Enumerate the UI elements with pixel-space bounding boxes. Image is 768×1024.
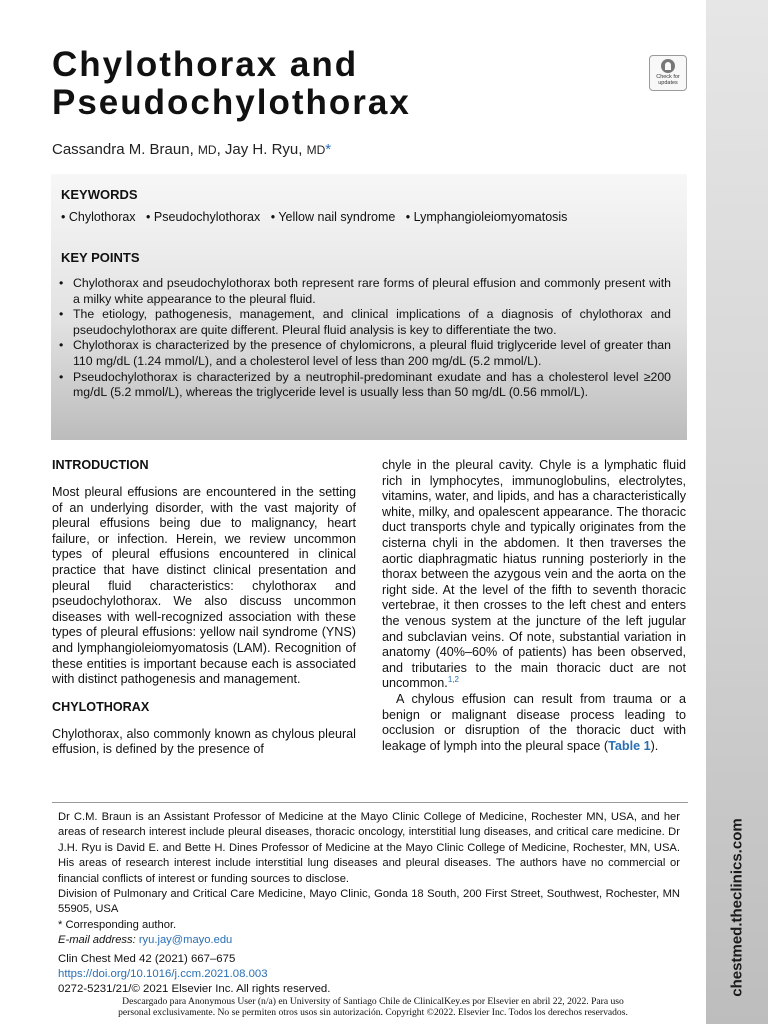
- key-point: • Chylothorax and pseudochylothorax both represent rare forms of pleural effusion and commonly present with a milky white appearance to the pleural fluid.: [59, 276, 671, 307]
- article-title: [52, 46, 411, 122]
- key-point: • The etiology, pathogenesis, management, and clinical implications of a diagnosis of chylothorax and pseudochylothorax are quite different. Pleural fluid analysis is key to differentiate the two.: [59, 307, 671, 338]
- etiology-paragraph: [382, 692, 686, 754]
- author-1-degree: MD: [197, 143, 217, 157]
- author-2-name: , Jay H. Ryu,: [216, 141, 303, 158]
- email-link[interactable]: ryu.jay@mayo.edu: [138, 934, 233, 947]
- introduction-paragraph: Most pleural effusions are encountered in the setting of an underlying disorder, with the vast majority of pleural effusions being due to malignancy, heart failure, or infection. Herein, we review uncommon types of pleural effusions encountered in clinical practice that have distinct clinical presentation and pleural fluid characteristics: chylothorax and pseudochylothorax. We also discuss uncommon diseases with well-recognized association with these types of pleural effusions: yellow nail syndrome (YNS) and lymphangioleiomyomatosis (LAM). Recognition of these entities is important because each is associated with distinct pathogenesis and management.: [52, 485, 356, 687]
- keywords-list: • Chylothorax • Pseudochylothorax • Yellow nail syndrome • Lymphangioleiomyomatosis: [61, 210, 568, 224]
- doi-link[interactable]: https://doi.org/10.1016/j.ccm.2021.08.003: [58, 968, 268, 980]
- key-points-list: [59, 276, 671, 401]
- etiology-text: A chylous effusion can result from trauma or a benign or malignant disease process leading to occlusion or disruption of the thoracic duct with leakage of lymph into the pleural space (: [382, 691, 686, 753]
- badge-line-2: updates: [658, 80, 678, 86]
- key-point: • Chylothorax is characterized by the presence of chylomicrons, a pleural fluid triglyceride level of greater than 110 mg/dL (1.24 mmol/L), and a cholesterol level of less than 200 mg/dL (5.2 mmol/L).: [59, 338, 671, 369]
- keyword: Yellow nail syndrome: [278, 210, 396, 224]
- author-line: [52, 141, 331, 158]
- keywords-keypoints-box: [51, 174, 687, 440]
- footnote-divider: [52, 802, 688, 803]
- check-for-updates-icon: [661, 59, 675, 73]
- download-notice: [58, 996, 688, 1018]
- anatomy-text: chyle in the pleural cavity. Chyle is a lymphatic fluid rich in lymphocytes, immunoglobulins, electrolytes, vitamins, water, and lipids, and has a characteristically white, milky, and opalescent appearance. The thoracic duct transports chyle and typically originates from the cisterna chyli in the abdomen. It then traverses the aortic diaphragmatic hiatus running posteriorly in the thorax between the azygous vein and the aorta on the right side. At the level of the fifth to seventh thoracic vertebrae, it then crosses to the left chest and enters the venous system at the juncture of the left jugular and subclavian veins. Of note, substantial variation in anatomy (40%–60% of patients) has been observed, and tributaries to the main thoracic duct are not uncommon.: [382, 458, 686, 691]
- author-2-degree: MD: [306, 143, 326, 157]
- author-bio: Dr C.M. Braun is an Assistant Professor of Medicine at the Mayo Clinic College of Medicine, Rochester MN, USA, and her areas of research interest include pleural diseases, thoracic oncology, interstitial lung diseases, and critical care medicine. Dr J.H. Ryu is David E. and Bette H. Dines Professor of Medicine at the Mayo Clinic College of Medicine, Rochester, MN, USA. His areas of research interest include interstitial lung diseases and pleural diseases. The authors have no commercial or financial conflicts of interest or funding sources to disclose.: [58, 811, 680, 885]
- etiology-text-end: ).: [650, 738, 659, 753]
- corresponding-author-marker[interactable]: *: [325, 141, 332, 158]
- corresponding-author-note: * Corresponding author.: [58, 918, 177, 931]
- author-1-name: Cassandra M. Braun,: [52, 141, 194, 158]
- chylothorax-paragraph: Chylothorax, also commonly known as chylous pleural effusion, is defined by the presence of: [52, 726, 356, 757]
- chylothorax-heading: CHYLOTHORAX: [52, 699, 150, 714]
- download-notice-line-2: personal exclusivamente. No se permiten otros usos sin autorización. Copyright ©2022. Elsevier Inc. Todos los derechos reservados.: [118, 1007, 628, 1018]
- keyword: Chylothorax: [68, 210, 136, 224]
- badge-line-1: Check for: [656, 74, 680, 80]
- introduction-heading: INTRODUCTION: [52, 458, 149, 472]
- copyright-line: 0272-5231/21/© 2021 Elsevier Inc. All rights reserved.: [58, 983, 331, 995]
- journal-citation: Clin Chest Med 42 (2021) 667–675: [58, 953, 236, 965]
- key-points-heading: KEY POINTS: [61, 250, 140, 265]
- title-line-2: Pseudochylothorax: [52, 83, 411, 122]
- email-line: [58, 933, 680, 948]
- affiliation: Division of Pulmonary and Critical Care Medicine, Mayo Clinic, Gonda 18 South, 200 First Street, Southwest, Rochester, MN 55905, USA: [58, 888, 680, 916]
- side-strip: [706, 0, 768, 1024]
- right-column: [382, 458, 686, 754]
- keyword: Pseudochylothorax: [153, 210, 261, 224]
- keyword: Lymphangioleiomyomatosis: [413, 210, 568, 224]
- journal-url[interactable]: [714, 815, 760, 1000]
- citation-block: [58, 952, 330, 997]
- email-label: E-mail address:: [58, 934, 136, 947]
- key-point: • Pseudochylothorax is characterized by a neutrophil-predominant exudate and has a cholesterol level ≥200 mg/dL (5.2 mmol/L), whereas the triglyceride level is usually less than 50 mg/dL (0.56 mmol/L).: [59, 370, 671, 401]
- table-1-link[interactable]: Table 1: [608, 738, 651, 753]
- download-notice-line-1: Descargado para Anonymous User (n/a) en University of Santiago Chile de ClinicalKey.es por Elsevier en abril 22, 2022. Para uso: [122, 996, 624, 1007]
- left-column: [52, 456, 356, 758]
- anatomy-paragraph: [382, 458, 686, 692]
- author-footnote: [58, 810, 680, 949]
- reference-link[interactable]: 1,2: [447, 675, 459, 685]
- check-for-updates-badge[interactable]: [649, 55, 687, 91]
- title-line-1: Chylothorax and: [52, 45, 359, 84]
- journal-url-text: chestmed.theclinics.com: [728, 818, 746, 997]
- keywords-heading: KEYWORDS: [61, 187, 138, 202]
